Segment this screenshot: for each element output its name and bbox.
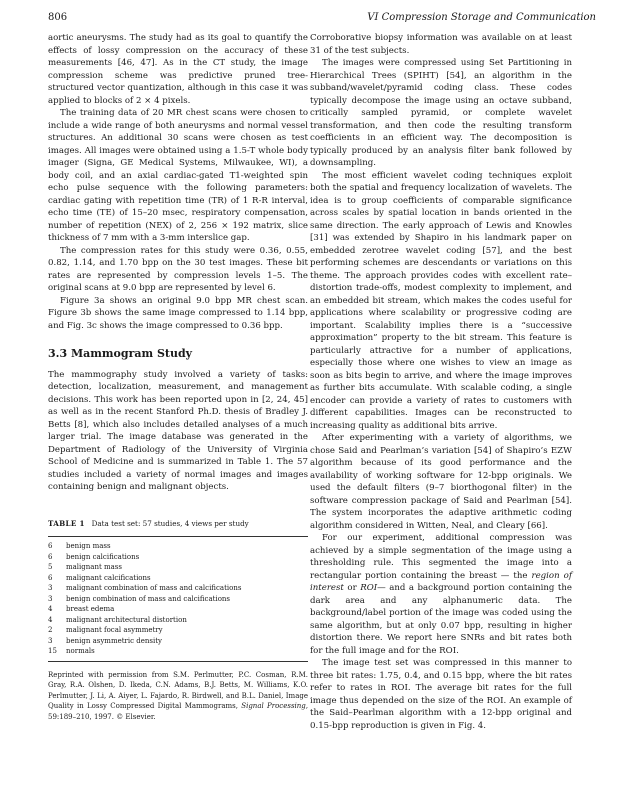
paragraph: Figure 3a shows an original 9.0 bpp MR chest scan. Figure 3b shows the same image compressed to 1.14 bpp, and Fig. 3c shows the image compressed to 0.36 bpp. (48, 295, 308, 331)
table-caption (48, 518, 308, 538)
paragraph: The mammography study involved a variety of tasks: detection, localization, measurement, and management decisions. This work has been reported upon in [2, 24, 45] as well as in the recent Stanford Ph.D. thesis of Bradley J. Betts [8], which also includes detailed analyses of a much larger trial. The image database was generated in the Department of Radiology of the University of Virginia School of Medicine and is summarized in Table 1. The 57 studies included a variety of normal images and images containing benign and malignant objects. (48, 369, 308, 492)
table-cell-count: 5 (48, 563, 53, 571)
table-cell-count: 2 (48, 626, 53, 634)
paragraph: aortic aneurysms. The study had as its goal to quantify the effects of lossy compression on the accuracy of these measurements [46, 47]. As in the CT study, the image compression scheme was predictive pruned tree-structured vector quantization, although in this case it was applied to blocks of 2 × 4 pixels. (48, 33, 308, 106)
table-row (48, 583, 308, 594)
table-cell-desc: malignant calcifications (66, 573, 151, 582)
table-cell-desc: malignant focal asymmetry (66, 626, 163, 634)
credit-text: Reprinted with permission from S.M. Perlmutter, P.C. Cosman, R.M. Gray, R.A. Olshen, D. Ikeda, C.N. Adams, B.J. Betts, M. Williams, K.O. Perlmutter, J. Li, A. Aiyer, L. Fajardo, R. Birdwell, and B.L. Daniel, Image Quality in Lossy Compressed Digital Mammograms, (48, 670, 308, 710)
section-heading: 3.3 Mammogram Study (48, 347, 193, 360)
table-cell-count: 4 (48, 605, 53, 613)
paragraph (310, 532, 572, 657)
table-cell-count: 6 (48, 552, 53, 561)
text-run: — and a background portion containing the dark area and any alphanumeric data. The background/label portion of the image was coded using the same algorithm, but at only 0.07 bpp, resulting in higher distortion there. We report here SNRs and bit rates both for the full image and for the ROI. (310, 583, 573, 656)
paragraph: Corroborative biopsy information was available on at least 31 of the test subjects. (310, 33, 572, 56)
table-row (48, 646, 308, 657)
table-row (48, 604, 308, 615)
table-cell-count: 6 (48, 573, 53, 582)
table-cell-desc: breast edema (66, 605, 115, 613)
table-credit (48, 670, 308, 723)
table-cell-desc: benign asymmetric density (66, 636, 162, 645)
table-row (48, 594, 308, 605)
table-cell-desc: benign calcifications (66, 552, 140, 561)
table-row (48, 636, 308, 647)
paragraph: After experimenting with a variety of algorithms, we chose Said and Pearlman’s variation [54] of Shapiro’s EZW algorithm because of its good performance and the availability of working software for 12-bpp originals. We used the default filters (9–7 biorthogonal filter) in the software compression package of Said and Pearlman [54]. The system incorporates the adaptive arithmetic coding algorithm considered in Witten, Neal, and Cleary [66]. (310, 433, 572, 531)
emphasis: ROI (360, 583, 378, 593)
paragraph: The images were compressed using Set Partitioning in Hierarchical Trees (SPIHT) [54], an algorithm in the subband/wavelet/pyramid coding class. These codes typically decompose the image using an octave subband, critically sampled pyramid, or complete wavelet transformation, and then code the resulting transform coefficients in an efficient way. The decomposition is typically produced by an analysis filter bank followed by downsampling. (310, 58, 572, 168)
table-label: TABLE 1 (48, 518, 85, 528)
text-run: For our experiment, additional compression was achieved by a simple segmentation of the image using a thresholding rule. This segmented the image into a rectangular portion containing the breast — the (310, 533, 572, 581)
paragraph: The image test set was compressed in this manner to three bit rates: 1.75, 0.4, and 0.15 bpp, where the bit rates refer to rates in ROI. The average bit rates for the full image thus depended on the size of the ROI. An example of the Said–Pearlman algorithm with a 12-bpp original and 0.15-bpp reproduction is given in Fig. 4. (310, 658, 572, 731)
table-row (48, 541, 308, 552)
page-header (48, 12, 596, 28)
table-cell-desc: malignant architectural distortion (66, 615, 187, 624)
table-cell-desc: normals (66, 647, 95, 655)
paragraph: The compression rates for this study were 0.36, 0.55, 0.82, 1.14, and 1.70 bpp on the 30 test images. These bit rates are represented by compression levels 1–5. The original scans at 9.0 bpp are represented by level 6. (48, 245, 308, 293)
table-cell-count: 3 (48, 594, 53, 603)
page-number: 806 (48, 12, 68, 23)
table-cell-desc: benign mass (66, 542, 111, 550)
credit-journal: Signal Processing, (241, 702, 309, 710)
paragraph: The training data of 20 MR chest scans were chosen to include a wide range of both aneurysms and normal vessel structures. An additional 30 scans were chosen as test images. All images were obtained using a 1.5-T whole body imager (Signa, GE Medical Systems, Milwaukee, WI), a body coil, and an axial cardiac-gated T1-weighted spin echo pulse sequence with the following parameters: cardiac gating with repetition time (TR) of 1 R-R interval, echo time (TE) of 15–20 msec, respiratory compensation, number of repetition (NEX) of 2, 256 × 192 matrix, slice thickness of 7 mm with a 3-mm interslice gap. (48, 108, 308, 243)
text-run: or (347, 583, 357, 593)
right-column (310, 32, 572, 732)
emphasis: region of interest (310, 570, 572, 593)
table-cell-count: 4 (48, 615, 53, 624)
table-cell-desc: malignant combination of mass and calcifications (66, 584, 242, 592)
table-caption-text: Data test set: 57 studies, 4 views per study (91, 518, 249, 528)
table-cell-desc: malignant mass (66, 563, 122, 571)
credit-end: 59:189–210, 1997. © Elsevier. (48, 712, 156, 721)
table-cell-desc: benign combination of mass and calcifications (66, 594, 231, 603)
table-row (48, 562, 308, 573)
running-title: VI Compression Storage and Communication (367, 12, 596, 23)
table-cell-count: 6 (48, 542, 53, 550)
table-row (48, 573, 308, 584)
table-cell-count: 15 (48, 647, 57, 655)
table-row (48, 615, 308, 626)
table-cell-count: 3 (48, 636, 53, 645)
table-row (48, 552, 308, 563)
paragraph: The most efficient wavelet coding techniques exploit both the spatial and frequency localization of wavelets. The idea is to group coefficients of comparable significance across scales by spatial location in bands oriented in the same direction. The early approach of Lewis and Knowles [31] was extended by Shapiro in his landmark paper on embedded zerotree wavelet coding [57], and the best performing schemes are descendants or variations on this theme. The approach provides codes with excellent rate–distortion trade-offs, modest complexity to implement, and an embedded bit stream, which makes the codes useful for applications where scalability or progressive coding are important. Scalability implies there is a “successive approximation” property to the bit stream. This feature is particularly attractive for a number of applications, especially those where one wishes to view an image as soon as bits begin to arrive, and where the image improves as further bits accumulate. With scalable coding, a single encoder can provide a variety of rates to customers with different capabilities. Images can be reconstructed to increasing quality as additional bits arrive. (310, 170, 572, 431)
left-column (48, 32, 308, 722)
table-body (48, 537, 308, 662)
table-row (48, 625, 308, 636)
table-cell-count: 3 (48, 584, 53, 592)
